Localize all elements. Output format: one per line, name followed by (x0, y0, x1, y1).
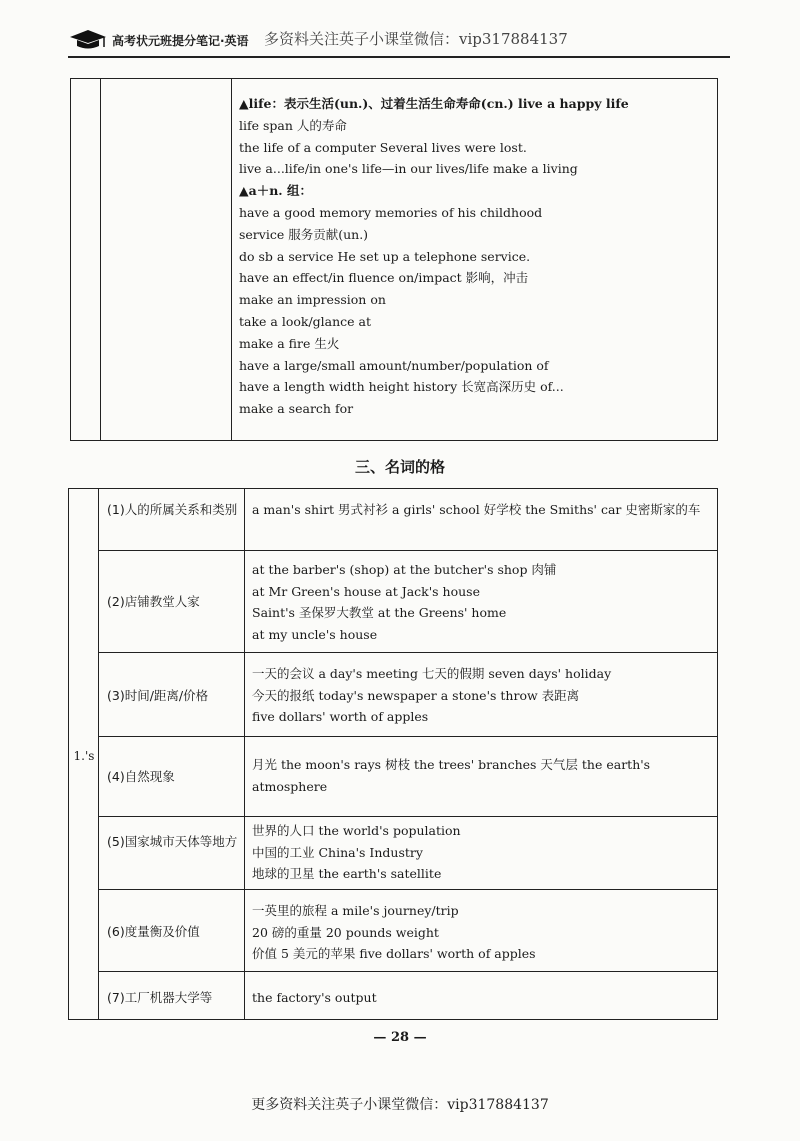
examples-cell (252, 499, 712, 521)
note-line: make an impression on (239, 292, 386, 308)
note-line: make a search for (239, 401, 354, 417)
notes-table (70, 78, 718, 441)
page-number: — 28 — (373, 1030, 427, 1045)
category-cell: (1)人的所属关系和类别 (107, 502, 238, 517)
category-cell: (4)自然现象 (107, 769, 175, 784)
note-line: service 服务贡献(un.) (239, 226, 369, 242)
notes-table-divider (231, 79, 232, 440)
example-line: 20 磅的重量 20 pounds weight (252, 924, 439, 940)
row-group-label: 1.'s (73, 749, 95, 763)
examples-cell (252, 559, 712, 645)
example-line: five dollars' worth of apples (252, 709, 429, 724)
header-title: 高考状元班提分笔记·英语 (112, 34, 249, 48)
row-divider (99, 550, 717, 551)
example-line: 世界的人口 the world's population (252, 823, 461, 838)
genitive-table-divider (244, 489, 245, 1019)
example-line: at Mr Green's house at Jack's house (252, 583, 480, 599)
note-line: take a look/glance at (239, 313, 372, 329)
row-divider (99, 736, 717, 737)
header-rule (68, 56, 730, 58)
category-cell: (3)时间/距离/价格 (107, 688, 209, 703)
note-line: ▲life：表示生活(un.)、过着生活生命寿命(cn.) live a happy life (239, 96, 629, 111)
notes-content (239, 93, 711, 420)
header-promo: 多资料关注英子小课堂微信：vip317884137 (264, 30, 568, 48)
example-line: 一英里的旅程 a mile's journey/trip (252, 903, 459, 918)
examples-cell (252, 900, 712, 965)
row-divider (99, 816, 717, 817)
category-cell: (7)工厂机器大学等 (107, 990, 213, 1005)
note-line: have an effect/in fluence on/impact 影响，冲击 (239, 270, 529, 286)
graduation-cap-icon (68, 28, 108, 50)
example-line: at my uncle's house (252, 626, 378, 642)
row-divider (99, 889, 717, 890)
example-line: 月光 the moon's rays 树枝 the trees' branches 天气层 the earth's atmosphere (252, 757, 651, 794)
example-line: Saint's 圣保罗大教堂 at the Greens' home (252, 605, 507, 620)
note-line: life span 人的寿命 (239, 117, 347, 133)
note-line: make a fire 生火 (239, 335, 340, 351)
examples-cell (252, 663, 712, 728)
example-line: 价值 5 美元的苹果 five dollars' worth of apples (252, 946, 536, 961)
row-divider (99, 971, 717, 972)
example-line: 一天的会议 a day's meeting 七天的假期 seven days' holiday (252, 666, 612, 681)
row-divider (99, 652, 717, 653)
examples-cell (252, 820, 712, 885)
example-line: 今天的报纸 today's newspaper a stone's throw 表距离 (252, 687, 580, 703)
examples-cell (252, 754, 712, 797)
notes-table-divider (100, 79, 101, 440)
note-line: have a large/small amount/number/population of (239, 357, 549, 373)
example-line: 中国的工业 China's Industry (252, 844, 423, 860)
note-line: the life of a computer Several lives were lost. (239, 139, 527, 155)
example-line: a man's shirt 男式衬衫 a girls' school 好学校 the Smiths' car 史密斯家的车 (252, 502, 701, 517)
page-header (68, 26, 728, 52)
footer-promo: 更多资料关注英子小课堂微信：vip317884137 (251, 1097, 549, 1113)
category-cell: (6)度量衡及价值 (107, 924, 200, 939)
genitive-table (68, 488, 718, 1020)
note-line: have a good memory memories of his childhood (239, 204, 543, 220)
note-line: ▲a＋n. 组： (239, 183, 313, 199)
note-line: have a length width height history 长宽高深历史 of... (239, 379, 564, 395)
section-title: 三、名词的格 (354, 458, 445, 476)
category-cell: (5)国家城市天体等地方 (107, 834, 238, 849)
category-cell: (2)店铺教堂人家 (107, 594, 200, 609)
example-line: 地球的卫星 the earth's satellite (252, 866, 442, 881)
examples-cell (252, 987, 712, 1009)
note-line: live a...life/in one's life—in our lives/life make a living (239, 161, 578, 177)
example-line: the factory's output (252, 990, 377, 1005)
note-line: do sb a service He set up a telephone service. (239, 248, 531, 264)
example-line: at the barber's (shop) at the butcher's shop 肉铺 (252, 562, 557, 577)
